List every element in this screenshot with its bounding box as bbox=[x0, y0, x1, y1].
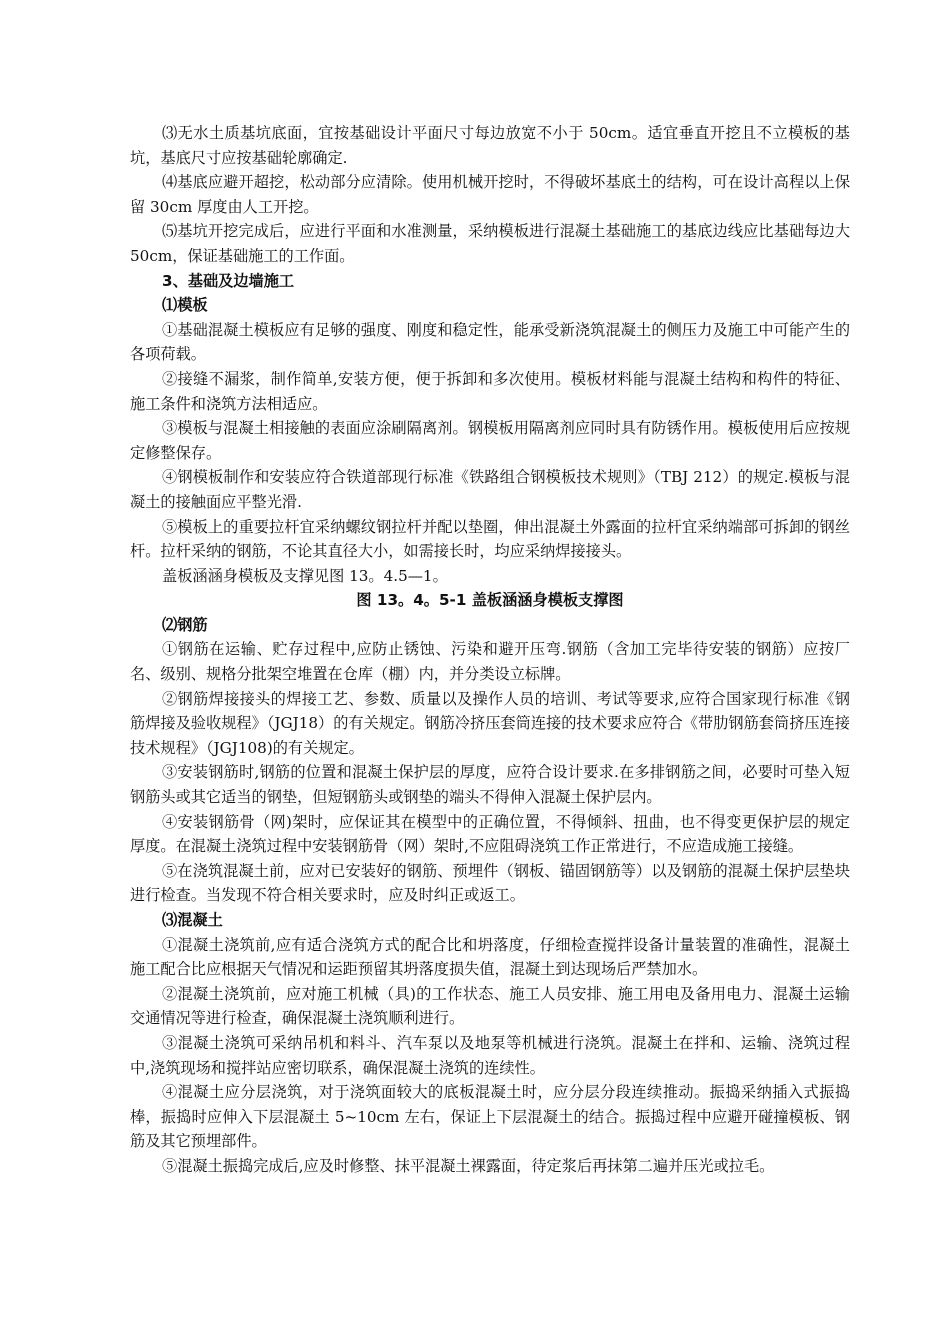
formwork-item-2: ②接缝不漏浆，制作简单,安装方便，便于拆卸和多次使用。模板材料能与混凝土结构和构件的特征、施工条件和浇筑方法相适应。 bbox=[130, 369, 850, 413]
concrete-item-2: ②混凝土浇筑前，应对施工机械（具)的工作状态、施工人员安排、施工用电及备用电力、混凝土运输交通情况等进行检查，确保混凝土浇筑顺利进行。 bbox=[130, 984, 850, 1028]
subheading-rebar: ⑵钢筋 bbox=[162, 615, 208, 634]
paragraph-3-pit-bottom: ⑶无水土质基坑底面，宜按基础设计平面尺寸每边放宽不小于 50cm。适宜垂直开挖且不立模板的基坑，基底尺寸应按基础轮廓确定. bbox=[130, 124, 850, 167]
paragraph-4-overexcavation: ⑷基底应避开超挖，松动部分应清除。使用机械开挖时，不得破坏基底土的结构，可在设计高程以上保留 30cm 厚度由人工开挖。 bbox=[130, 173, 850, 216]
rebar-item-2: ②钢筋焊接接头的焊接工艺、参数、质量以及操作人员的培训、考试等要求,应符合国家现行标准《钢筋焊接及验收规程》（JGJ18）的有关规定。钢筋冷挤压套筒连接的技术要求应符合《带肋钢筋套筒挤压连接技术规程》（JGJ108)的有关规定。 bbox=[130, 689, 850, 757]
rebar-item-1: ①钢筋在运输、贮存过程中,应防止锈蚀、污染和避开压弯.钢筋（含加工完毕待安装的钢筋）应按厂名、级别、规格分批架空堆置在仓库（棚）内，并分类设立标牌。 bbox=[130, 640, 850, 684]
subheading-concrete: ⑶混凝土 bbox=[162, 911, 223, 929]
formwork-item-4: ④钢模板制作和安装应符合铁道部现行标准《铁路组合钢模板技术规则》（TBJ 212）的规定.模板与混凝土的接触面应平整光滑. bbox=[130, 468, 850, 511]
formwork-item-1: ①基础混凝土模板应有足够的强度、刚度和稳定性，能承受新浇筑混凝土的侧压力及施工中可能产生的各项荷载。 bbox=[130, 320, 850, 364]
concrete-item-5: ⑤混凝土振捣完成后,应及时修整、抹平混凝土裸露面，待定浆后再抹第二遍并压光或拉毛。 bbox=[162, 1156, 775, 1175]
concrete-item-1: ①混凝土浇筑前,应有适合浇筑方式的配合比和坍落度，仔细检查搅拌设备计量装置的准确性，混凝土施工配合比应根据天气情况和运距预留其坍落度损失值，混凝土到达现场后严禁加水。 bbox=[130, 935, 850, 979]
section-heading-foundation: 3、基础及边墙施工 bbox=[162, 271, 295, 290]
document-body bbox=[130, 121, 855, 1179]
subheading-formwork: ⑴模板 bbox=[162, 296, 208, 315]
rebar-item-3: ③安装钢筋时,钢筋的位置和混凝土保护层的厚度，应符合设计要求.在多排钢筋之间，必要时可垫入短钢筋头或其它适当的钢垫，但短钢筋头或钢垫的端头不得伸入混凝土保护层内。 bbox=[130, 763, 850, 807]
paragraph-5-survey: ⑸基坑开挖完成后，应进行平面和水准测量，采纳模板进行混凝土基础施工的基底边线应比基础每边大 50cm，保证基础施工的工作面。 bbox=[130, 222, 855, 265]
formwork-item-3: ③模板与混凝土相接触的表面应涂刷隔离剂。钢模板用隔离剂应同时具有防锈作用。模板使用后应按规定修整保存。 bbox=[130, 419, 850, 462]
formwork-item-5: ⑤模板上的重要拉杆宜采纳螺纹钢拉杆并配以垫圈，伸出混凝土外露面的拉杆宜采纳端部可拆卸的钢丝杆。拉杆采纳的钢筋，不论其直径大小，如需接长时，均应采纳焊接接头。 bbox=[130, 517, 850, 561]
figure-caption: 图 13。4。5-1 盖板涵涵身模板支撑图 bbox=[356, 591, 624, 610]
rebar-item-4: ④安装钢筋骨（网)架时，应保证其在模型中的正确位置，不得倾斜、扭曲，也不得变更保护层的规定厚度。在混凝土浇筑过程中安装钢筋骨（网）架时,不应阻碍浇筑工作正常进行，不应造成施工接缝。 bbox=[130, 812, 850, 856]
concrete-item-3: ③混凝土浇筑可采纳吊机和料斗、汽车泵以及地泵等机械进行浇筑。混凝土在拌和、运输、浇筑过程中,浇筑现场和搅拌站应密切联系，确保混凝土浇筑的连续性。 bbox=[130, 1033, 850, 1077]
rebar-item-5: ⑤在浇筑混凝土前，应对已安装好的钢筋、预埋件（钢板、锚固钢筋等）以及钢筋的混凝土保护层垫块进行检查。当发现不符合相关要求时，应及时纠正或返工。 bbox=[130, 861, 850, 905]
concrete-item-4: ④混凝土应分层浇筑，对于浇筑面较大的底板混凝土时，应分层分段连续推动。振捣采纳插入式振捣棒，振捣时应伸入下层混凝土 5~10cm 左右，保证上下层混凝土的结合。振捣过程中应避开碰撞模板、钢筋及其它预埋部件。 bbox=[130, 1083, 850, 1151]
figure-reference: 盖板涵涵身模板及支撑见图 13。4.5—1。 bbox=[162, 566, 448, 585]
